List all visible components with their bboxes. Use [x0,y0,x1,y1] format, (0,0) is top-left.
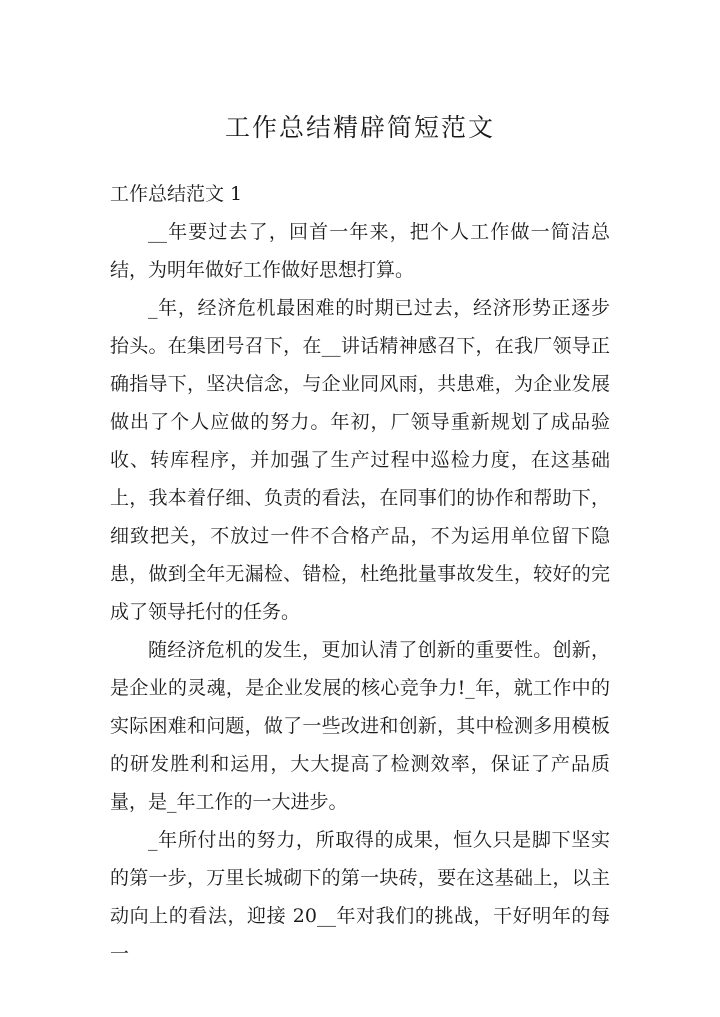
section-heading: 工作总结范文 1 [110,183,243,205]
paragraph-4: _年所付出的努力，所取得的成果，恒久只是脚下坚实的第一步，万里长城砌下的第一块砖，要在这基础上，以主动向上的看法，迎接 20__年对我们的挑战，干好明年的每一 [110,829,610,965]
paragraph-2: _年，经济危机最困难的时期已过去，经济形势正逐步抬头。在集团号召下，在__讲话精神感召下，在我厂领导正确指导下，坚决信念，与企业同风雨，共患难，为企业发展做出了个人应做的努力。年初，厂领导重新规划了成品验收、转库程序，并加强了生产过程中巡检力度，在这基础上，我本着仔细、负责的看法，在同事们的协作和帮助下，细致把关，不放过一件不合格产品，不为运用单位留下隐患，做到全年无漏检、错检，杜绝批量事故发生，较好的完成了领导托付的任务。 [110,297,610,623]
paragraph-1: __年要过去了，回首一年来，把个人工作做一简洁总结，为明年做好工作做好思想打算。 [110,221,610,281]
document-body [110,175,610,973]
document-title: 工作总结精辟简短范文 [224,113,495,142]
paragraph-3: 随经济危机的发生，更加认清了创新的重要性。创新，是企业的灵魂，是企业发展的核心竞争力!_年，就工作中的实际困难和问题，做了一些改进和创新，其中检测多用模板的研发胜利和运用，大大提高了检测效率，保证了产品质量，是_年工作的一大进步。 [110,639,610,813]
